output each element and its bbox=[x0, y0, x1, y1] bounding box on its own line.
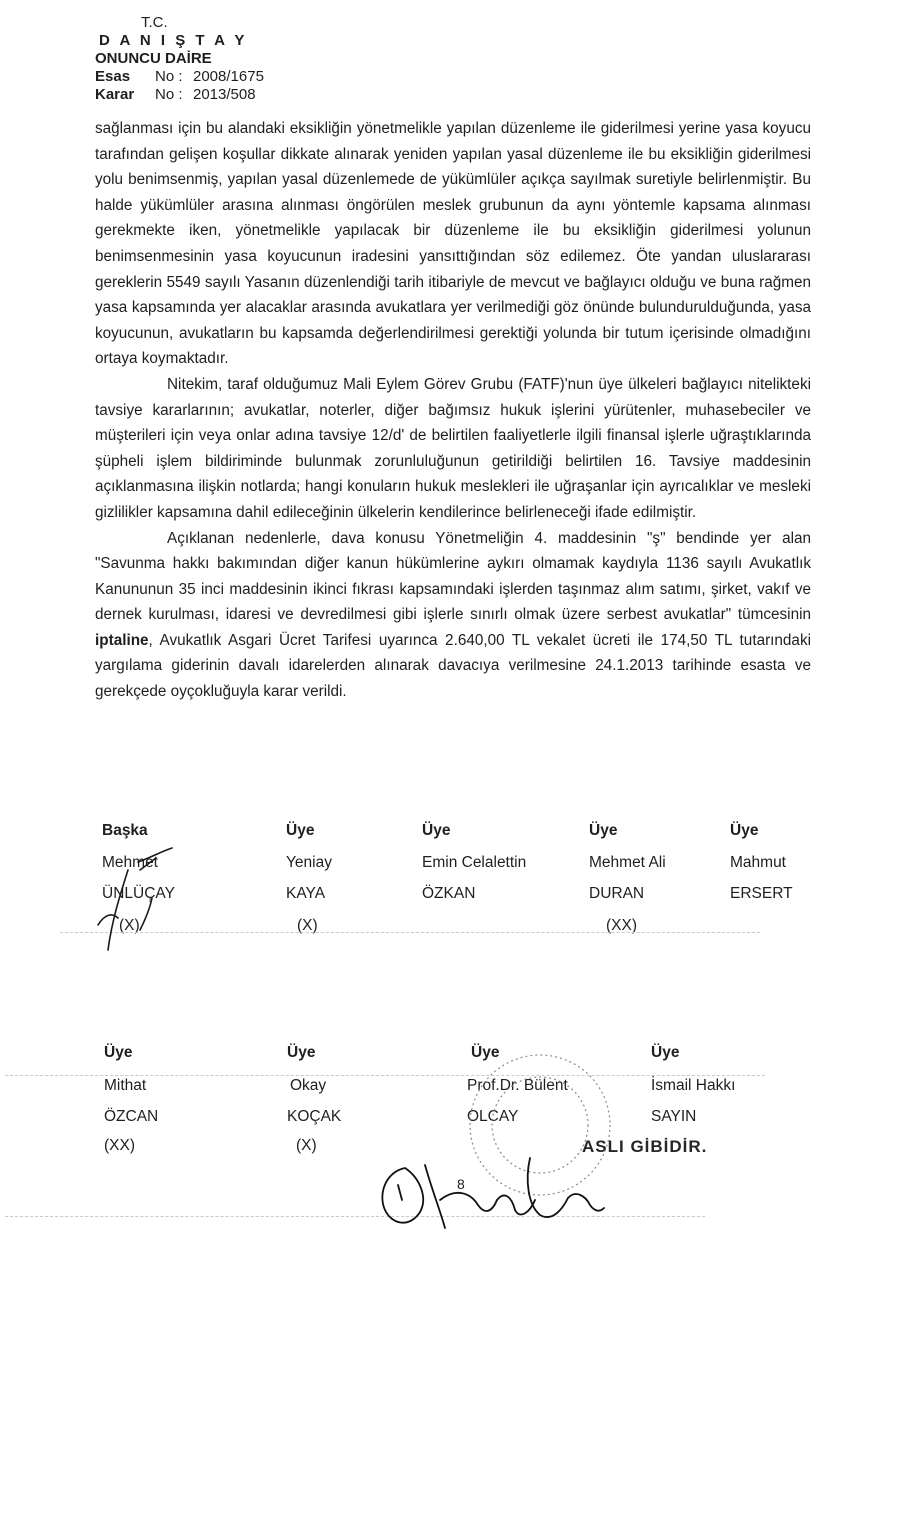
header-court-name: D A N I Ş T A Y bbox=[99, 32, 248, 49]
signature-last-name: KOÇAK bbox=[287, 1108, 342, 1125]
karar-number: 2013/508 bbox=[193, 86, 256, 103]
signature-first-name: Mithat bbox=[104, 1077, 147, 1094]
signature-role: Başka bbox=[102, 822, 148, 839]
signature-first-name: İsmail Hakkı bbox=[651, 1077, 736, 1094]
signature-role: Üye bbox=[471, 1044, 500, 1061]
signature-last-name: ERSERT bbox=[730, 885, 793, 902]
signature-role: Üye bbox=[422, 822, 451, 839]
signature-first-name: Mahmut bbox=[730, 854, 786, 871]
signature-role: Üye bbox=[651, 1044, 680, 1061]
signature-first-name: Mehmet bbox=[102, 854, 158, 871]
signature-last-name: ÖZCAN bbox=[104, 1108, 159, 1125]
signature-role: Üye bbox=[589, 822, 618, 839]
paragraph-3-text-end: , Avukatlık Asgari Ücret Tarifesi uyarınca 2.640,00 TL vekalet ücreti ile 174,50 TL tutarındaki yargılama giderinin davalı idarelerden alınarak davacıya verilmesine 24.1.2013 tarihinde esasta ve gerekçede oyçokluğuyla karar verildi. bbox=[95, 631, 811, 701]
signature-first-name: Yeniay bbox=[286, 854, 332, 871]
signature-first-name: Emin Celalettin bbox=[422, 854, 527, 871]
signature-role: Üye bbox=[287, 1044, 316, 1061]
signature-role: Üye bbox=[286, 822, 315, 839]
esas-no-label: No : bbox=[155, 68, 183, 85]
esas-label: Esas bbox=[95, 68, 131, 85]
signature-last-name: OLCAY bbox=[467, 1108, 519, 1125]
signature-last-name: SAYIN bbox=[651, 1108, 697, 1125]
page-number: 8 bbox=[457, 1176, 465, 1192]
signature-first-name: Prof.Dr. Bülent bbox=[467, 1077, 568, 1094]
signature-role: Üye bbox=[730, 822, 759, 839]
signature-last-name: ÜNLÜÇAY bbox=[102, 885, 175, 902]
handwritten-signature-icon bbox=[98, 848, 172, 950]
certified-copy-stamp: ASLI GİBİDİR. bbox=[582, 1137, 708, 1156]
karar-no-label: No : bbox=[155, 86, 183, 103]
official-seal-icon bbox=[470, 1055, 610, 1195]
paragraph-2: Nitekim, taraf olduğumuz Mali Eylem Görev Grubu (FATF)'nun üye ülkeleri bağlayıcı nitelikteki tavsiye kararlarının; avukatlar, noterler, diğer bağımsız hukuk işlerini yürütenler, muhasebeciler ve müşterileri için veya onlar adına tavsiye 12/d' de belirtilen faaliyetlerle ilgili finansal işlerle uğraştıklarında şüpheli işlem bildiriminde bulunmak zorunluluğunun getirildiği belirtilen 16. Tavsiye maddesinin açıklanmasına ilişkin notlarda; hangi konuların hukuk meslekleri ile uğraşanlar için ayrıcalıklar ve mesleki gizlilikler kapsamına dahil edileceğinin ülkelerin kendilerince belirleneceği ifade edilmiştir. bbox=[95, 375, 811, 521]
karar-label: Karar bbox=[95, 86, 135, 103]
signature-note: (XX) bbox=[606, 917, 637, 934]
signature-last-name: KAYA bbox=[286, 885, 326, 902]
paragraph-3-bold: iptaline bbox=[95, 631, 149, 649]
signature-note: (XX) bbox=[104, 1137, 135, 1154]
signature-first-name: Mehmet Ali bbox=[589, 854, 666, 871]
handwritten-signature-icon bbox=[382, 1158, 604, 1228]
signature-first-name: Okay bbox=[290, 1077, 327, 1094]
signature-last-name: ÖZKAN bbox=[422, 885, 476, 902]
header-tc: T.C. bbox=[141, 14, 168, 31]
signature-note: (X) bbox=[296, 1137, 317, 1154]
esas-number: 2008/1675 bbox=[193, 68, 264, 85]
header-chamber: ONUNCU DAİRE bbox=[95, 50, 212, 67]
signature-note: (X) bbox=[297, 917, 318, 934]
paragraph-3-text: Açıklanan nedenlerle, dava konusu Yönetmeliğin 4. maddesinin "ş" bendinde yer alan "Savunma hakkı bakımından diğer kanun hükümlerine aykırı olmamak kaydıyla 1136 sayılı Avukatlık Kanununun 35 inci maddesinin ikinci fıkrası kapsamındaki işlerden taşınmaz alım satımı, şirket, vakıf ve dernek kurulması, idaresi ve devredilmesi gibi işlerle sınırlı olmak üzere serbest avukatlar" tümcesinin bbox=[95, 529, 811, 624]
signature-last-name: DURAN bbox=[589, 885, 645, 902]
paragraph-1: sağlanması için bu alandaki eksikliğin yönetmelikle yapılan düzenleme ile giderilmesi yerine yasa koyucu tarafından gelişen koşullar dikkate alınarak yeniden yapılan yasal düzenleme ile bu eksikliğin giderilmesi yolu benimsenmiş, yapılan yasal düzenlemede de yükümlüler açıkça sayılmak suretiyle belirlenmiştir. Bu halde yükümlüler arasına alınması öngörülen meslek grubunun da aynı yöntemle kapsama alınması gerekmekte iken, yönetmelikle yapılacak bir düzenleme ile bu eksikliğin giderilmesi yolunun benimsenmesinin yasa koyucunun iradesini yansıttığından söz edilemez. Öte yandan uluslararası gereklerin 5549 sayılı Yasanın düzenlendiği tarih itibariyle de mevcut ve bağlayıcı olduğu ve buna rağmen yasa kapsamında yer alacaklar arasında avukatlara yer verilmediği göz önünde bulundurulduğunda, yasa koyucunun, avukatların bu kapsamda değerlendirilmesi gerektiği yolunda bir tutum içerisinde olmadığını ortaya koymaktadır. bbox=[95, 120, 811, 368]
signature-note: (X) bbox=[119, 917, 140, 934]
signature-role: Üye bbox=[104, 1044, 133, 1061]
